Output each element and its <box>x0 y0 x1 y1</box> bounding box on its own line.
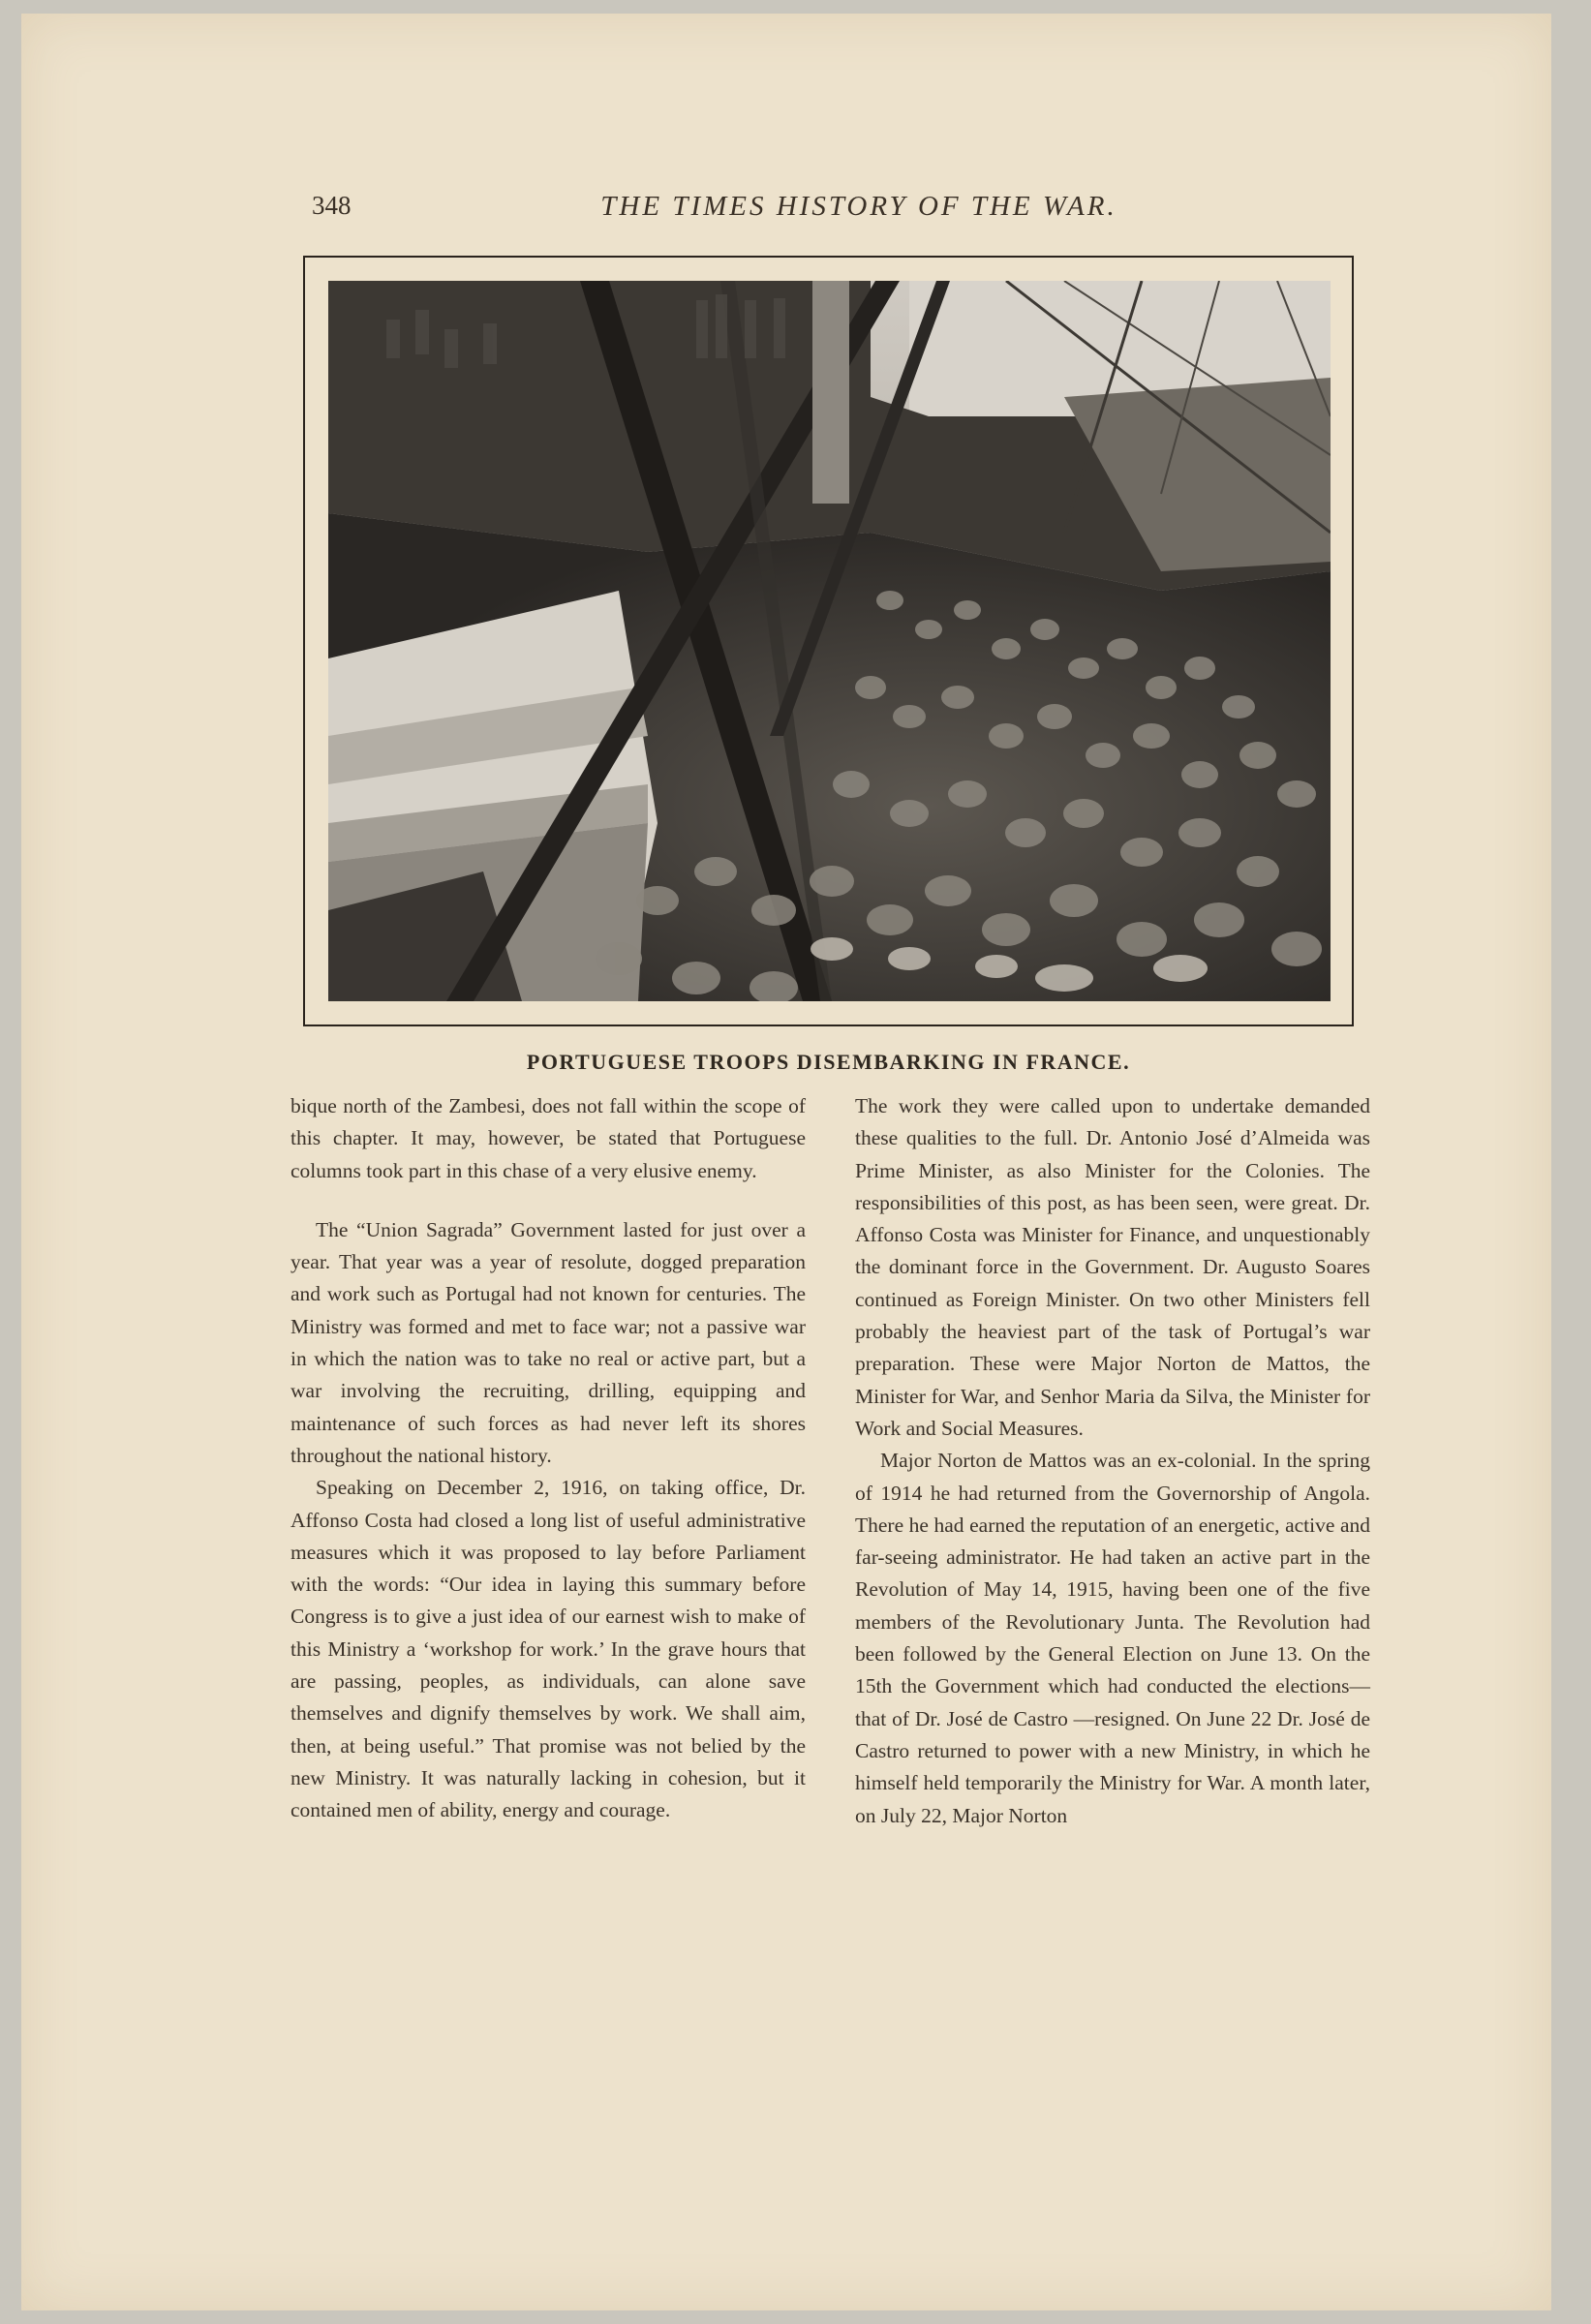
paragraph: Speaking on December 2, 1916, on taking office, Dr. Affonso Costa had closed a long list of useful administrative measures which it was proposed to lay before Parliament with the words: “Our idea in laying this summary before Congress is to give a just idea of our earnest wish to make of this Ministry a ‘workshop for work.’ In the grave hours that are passing, peoples, as individuals, can alone save themselves and dignify themselves by work. We shall aim, then, at being useful.” That promise was not belied by the new Ministry. It was naturally lacking in cohesion, but it contained men of ability, energy and courage. <box>291 1476 806 1822</box>
paragraph: Major Norton de Mattos was an ex-colonial. In the spring of 1914 he had returned from the Governorship of Angola. There he had earned the reputation of an energetic, active and far-seeing administrator. He had taken an active part in the Revolution of May 14, 1915, having been one of the five members of the Revolutionary Junta. The Revolution had been followed by the General Election on June 13. On the 15th the Government which had conducted the elections—that of Dr. José de Castro —resigned. On June 22 Dr. José de Castro returned to power with a new Ministry, in which he himself held temporarily the Ministry for War. A month later, on July 22, Major Norton <box>855 1449 1370 1827</box>
left-text-column <box>291 1090 806 1827</box>
paragraph: bique north of the Zambesi, does not fall within the scope of this chapter. It may, however, be stated that Portuguese columns took part in this chase of a very elusive enemy. <box>291 1094 806 1182</box>
paragraph: The work they were called upon to undertake demanded these qualities to the full. Dr. Antonio José d’Almeida was Prime Minister, as also Minister for the Colonies. The responsibilities of this post, as has been seen, were great. Dr. Affonso Costa was Minister for Finance, and unquestionably the dominant force in the Government. Dr. Augusto Soares continued as Foreign Minister. On two other Ministers fell probably the heaviest part of the task of Portugal’s war preparation. These were Major Norton de Mattos, the Minister for War, and Senhor Maria da Silva, the Minister for Work and Social Measures. <box>855 1094 1370 1440</box>
troops-photograph <box>328 281 1331 1001</box>
paragraph: The “Union Sagrada” Government lasted for just over a year. That year was a year of resolute, dogged preparation and work such as Portugal had not known for centuries. The Ministry was formed and met to face war; not a passive war in which the nation was to take no real or active part, but a war involving the recruiting, drilling, equipping and maintenance of such forces as had never left its shores throughout the national history. <box>291 1217 806 1467</box>
page-header <box>312 191 1367 229</box>
running-title: THE TIMES HISTORY OF THE WAR. <box>600 191 1117 222</box>
figure-caption: PORTUGUESE TROOPS DISEMBARKING IN FRANCE. <box>526 1050 1131 1074</box>
page-number: 348 <box>312 191 352 220</box>
right-text-column <box>855 1090 1370 1832</box>
photo-frame <box>303 256 1354 1026</box>
